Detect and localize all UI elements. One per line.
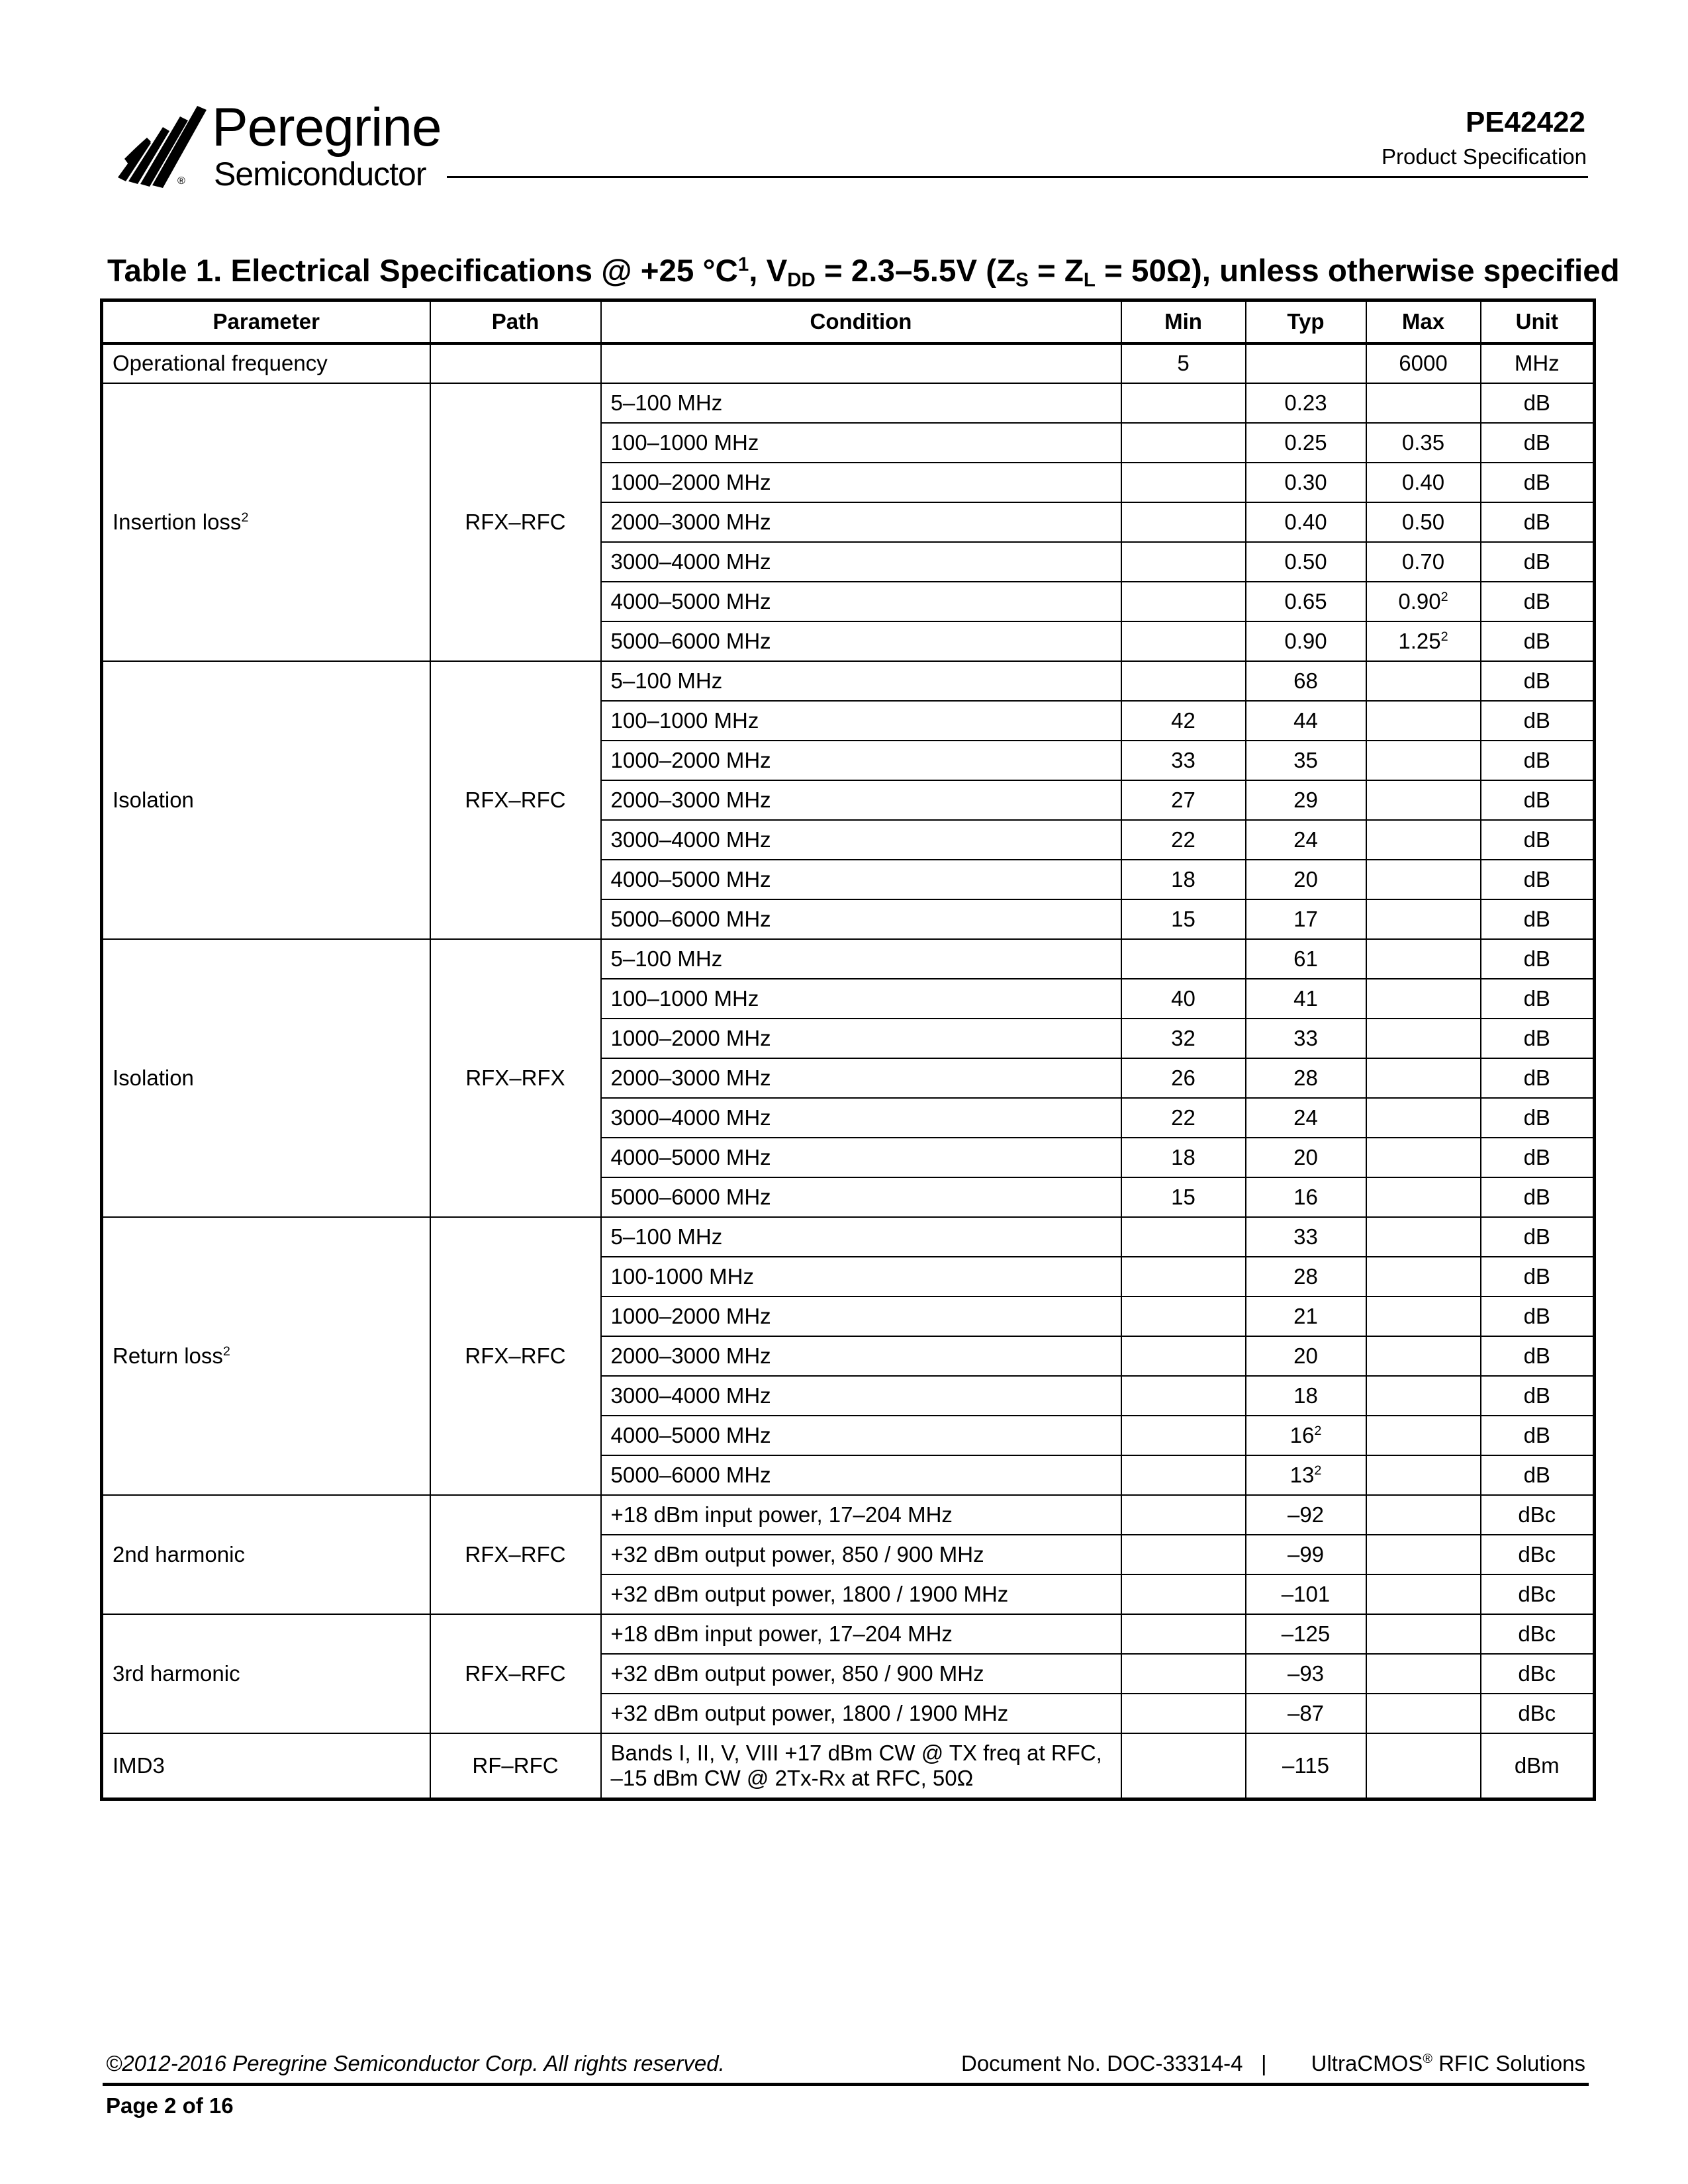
table-row (102, 939, 1595, 979)
footer-separator: | (1261, 2051, 1267, 2075)
footnote-ref: 2 (1314, 1463, 1322, 1478)
typ-cell: –93 (1246, 1654, 1366, 1694)
footer-product-line: UltraCMOS® RFIC Solutions (1311, 2051, 1585, 2075)
min-cell: 27 (1121, 780, 1246, 820)
unit-cell: dB (1481, 1217, 1595, 1257)
condition-cell: +32 dBm output power, 850 / 900 MHz (601, 1654, 1121, 1694)
header-min: Min (1121, 300, 1246, 343)
max-cell (1366, 1455, 1481, 1495)
unit-cell: dB (1481, 1336, 1595, 1376)
max-cell: 6000 (1366, 343, 1481, 383)
max-cell (1366, 1138, 1481, 1177)
typ-cell: 0.65 (1246, 582, 1366, 621)
max-cell (1366, 1297, 1481, 1336)
max-cell: 0.70 (1366, 542, 1481, 582)
unit-cell: dBc (1481, 1535, 1595, 1574)
max-cell (1366, 1019, 1481, 1058)
max-cell (1366, 1217, 1481, 1257)
typ-cell: 0.25 (1246, 423, 1366, 463)
min-cell: 5 (1121, 343, 1246, 383)
electrical-specifications-table (100, 298, 1596, 1801)
min-cell: 22 (1121, 820, 1246, 860)
min-cell (1121, 1257, 1246, 1297)
condition-cell: 100–1000 MHz (601, 423, 1121, 463)
unit-cell: dB (1481, 621, 1595, 661)
condition-cell: 100–1000 MHz (601, 701, 1121, 741)
typ-cell: –99 (1246, 1535, 1366, 1574)
unit-cell: dB (1481, 820, 1595, 860)
max-cell: 0.90$^2$ (1366, 582, 1481, 621)
min-cell: 33 (1121, 741, 1246, 780)
min-cell (1121, 423, 1246, 463)
typ-cell: 17 (1246, 899, 1366, 939)
table-row (102, 1733, 1595, 1799)
min-cell: 22 (1121, 1098, 1246, 1138)
condition-cell: 2000–3000 MHz (601, 780, 1121, 820)
table-row (102, 661, 1595, 701)
condition-cell: +32 dBm output power, 1800 / 1900 MHz (601, 1574, 1121, 1614)
condition-cell: 4000–5000 MHz (601, 1138, 1121, 1177)
parameter-cell: IMD3 (102, 1733, 430, 1799)
unit-cell: dB (1481, 582, 1595, 621)
min-cell (1121, 1495, 1246, 1535)
min-cell (1121, 383, 1246, 423)
condition-cell: 5–100 MHz (601, 383, 1121, 423)
max-cell (1366, 1654, 1481, 1694)
typ-cell: 61 (1246, 939, 1366, 979)
condition-cell: 1000–2000 MHz (601, 1019, 1121, 1058)
document-part-number: PE42422 (1465, 106, 1585, 138)
max-cell (1366, 1058, 1481, 1098)
typ-cell: 24 (1246, 820, 1366, 860)
min-cell (1121, 1535, 1246, 1574)
max-cell (1366, 1376, 1481, 1416)
condition-cell: 1000–2000 MHz (601, 741, 1121, 780)
typ-cell: 20 (1246, 1336, 1366, 1376)
max-cell: 1.25$^2$ (1366, 621, 1481, 661)
logo-name-semiconductor: Semiconductor (214, 156, 426, 193)
min-cell (1121, 1455, 1246, 1495)
table-row (102, 1495, 1595, 1535)
condition-cell: 3000–4000 MHz (601, 820, 1121, 860)
condition-cell: 5000–6000 MHz (601, 1455, 1121, 1495)
header-typ: Typ (1246, 300, 1366, 343)
min-cell: 18 (1121, 860, 1246, 899)
max-cell (1366, 1535, 1481, 1574)
condition-cell: 4000–5000 MHz (601, 1416, 1121, 1455)
unit-cell: dBc (1481, 1614, 1595, 1654)
condition-cell: 100–1000 MHz (601, 979, 1121, 1019)
table-header-row (102, 300, 1595, 343)
unit-cell: dB (1481, 542, 1595, 582)
typ-cell: 20 (1246, 860, 1366, 899)
typ-cell: 16$^2$ (1246, 1416, 1366, 1455)
condition-cell: 2000–3000 MHz (601, 1336, 1121, 1376)
header-parameter: Parameter (102, 300, 430, 343)
condition-cell: 2000–3000 MHz (601, 502, 1121, 542)
condition-cell: +32 dBm output power, 1800 / 1900 MHz (601, 1694, 1121, 1733)
max-cell (1366, 939, 1481, 979)
path-cell: RFX–RFC (430, 383, 601, 661)
header-condition: Condition (601, 300, 1121, 343)
max-cell (1366, 1614, 1481, 1654)
condition-cell: 4000–5000 MHz (601, 582, 1121, 621)
typ-cell: 18 (1246, 1376, 1366, 1416)
document-subtitle: Product Specification (1381, 144, 1587, 169)
peregrine-logo-icon (111, 99, 211, 189)
min-cell: 15 (1121, 1177, 1246, 1217)
typ-cell: –115 (1246, 1733, 1366, 1799)
parameter-cell: 2nd harmonic (102, 1495, 430, 1614)
condition-cell: 100-1000 MHz (601, 1257, 1121, 1297)
typ-cell: 35 (1246, 741, 1366, 780)
company-logo (111, 97, 442, 193)
min-cell: 15 (1121, 899, 1246, 939)
min-cell: 26 (1121, 1058, 1246, 1098)
max-cell (1366, 1177, 1481, 1217)
unit-cell: dB (1481, 463, 1595, 502)
condition-cell: Bands I, II, V, VIII +17 dBm CW @ TX freq at RFC, –15 dBm CW @ 2Tx-Rx at RFC, 50Ω (601, 1733, 1121, 1799)
condition-cell: +18 dBm input power, 17–204 MHz (601, 1614, 1121, 1654)
condition-cell: 5–100 MHz (601, 661, 1121, 701)
table-title: Table 1. Electrical Specifications @ +25 $^\circ C^1$, $V_{DD} = 2.3-5.5V$ $(Z_S = Z_L = 50\Omega)$, unless otherwise specified (107, 253, 1620, 291)
min-cell (1121, 1654, 1246, 1694)
typ-cell: 28 (1246, 1058, 1366, 1098)
registered-mark: ® (177, 175, 185, 187)
max-cell (1366, 860, 1481, 899)
unit-cell: dB (1481, 383, 1595, 423)
path-cell: RFX–RFX (430, 939, 601, 1217)
typ-cell: –101 (1246, 1574, 1366, 1614)
condition-cell: 5000–6000 MHz (601, 899, 1121, 939)
typ-cell: 13$^2$ (1246, 1455, 1366, 1495)
min-cell (1121, 1336, 1246, 1376)
max-cell (1366, 1416, 1481, 1455)
typ-cell: 0.50 (1246, 542, 1366, 582)
min-cell (1121, 621, 1246, 661)
condition-cell: 3000–4000 MHz (601, 1376, 1121, 1416)
min-cell (1121, 542, 1246, 582)
page-number: Page 2 of 16 (106, 2093, 234, 2118)
min-cell (1121, 582, 1246, 621)
unit-cell: dB (1481, 1138, 1595, 1177)
max-cell (1366, 780, 1481, 820)
max-cell: 0.50 (1366, 502, 1481, 542)
footnote-ref: 2 (222, 1343, 230, 1359)
min-cell (1121, 1217, 1246, 1257)
path-cell: RFX–RFC (430, 661, 601, 939)
typ-cell: 0.40 (1246, 502, 1366, 542)
typ-cell: –92 (1246, 1495, 1366, 1535)
min-cell (1121, 939, 1246, 979)
footnote-ref: 2 (241, 510, 249, 525)
min-cell (1121, 1297, 1246, 1336)
min-cell (1121, 502, 1246, 542)
unit-cell: dB (1481, 661, 1595, 701)
parameter-cell: Isolation (102, 939, 430, 1217)
condition-cell: 5–100 MHz (601, 939, 1121, 979)
path-cell: RFX–RFC (430, 1217, 601, 1495)
parameter-cell: Isolation (102, 661, 430, 939)
max-cell (1366, 899, 1481, 939)
condition-cell: +18 dBm input power, 17–204 MHz (601, 1495, 1121, 1535)
footnote-ref: 2 (1440, 629, 1448, 644)
header-unit: Unit (1481, 300, 1595, 343)
max-cell (1366, 1733, 1481, 1799)
min-cell: 40 (1121, 979, 1246, 1019)
table-row (102, 1217, 1595, 1257)
parameter-cell: Insertion loss$^2$ (102, 383, 430, 661)
table-body (102, 343, 1595, 1799)
unit-cell: dB (1481, 741, 1595, 780)
min-cell (1121, 1574, 1246, 1614)
unit-cell: dB (1481, 1257, 1595, 1297)
max-cell (1366, 1336, 1481, 1376)
path-cell: RFX–RFC (430, 1614, 601, 1733)
condition-cell: 2000–3000 MHz (601, 1058, 1121, 1098)
unit-cell: dB (1481, 939, 1595, 979)
unit-cell: dBc (1481, 1495, 1595, 1535)
min-cell: 42 (1121, 701, 1246, 741)
max-cell (1366, 1098, 1481, 1138)
typ-cell: 20 (1246, 1138, 1366, 1177)
condition-cell: 3000–4000 MHz (601, 1098, 1121, 1138)
typ-cell: 21 (1246, 1297, 1366, 1336)
logo-name-peregrine: Peregrine (212, 97, 442, 158)
condition-cell: 1000–2000 MHz (601, 1297, 1121, 1336)
footnote-ref: 2 (1314, 1423, 1322, 1438)
typ-cell: 41 (1246, 979, 1366, 1019)
path-cell: RF–RFC (430, 1733, 601, 1799)
table-row (102, 383, 1595, 423)
typ-cell: 28 (1246, 1257, 1366, 1297)
min-cell: 18 (1121, 1138, 1246, 1177)
header-divider (447, 176, 1588, 178)
min-cell (1121, 1694, 1246, 1733)
typ-cell: 68 (1246, 661, 1366, 701)
condition-cell: 5–100 MHz (601, 1217, 1121, 1257)
condition-cell: 5000–6000 MHz (601, 621, 1121, 661)
unit-cell: dB (1481, 860, 1595, 899)
unit-cell: dBc (1481, 1574, 1595, 1614)
unit-cell: dBm (1481, 1733, 1595, 1799)
typ-cell: 44 (1246, 701, 1366, 741)
max-cell (1366, 701, 1481, 741)
max-cell (1366, 979, 1481, 1019)
condition-cell: 1000–2000 MHz (601, 463, 1121, 502)
typ-cell: 0.23 (1246, 383, 1366, 423)
condition-cell: 3000–4000 MHz (601, 542, 1121, 582)
condition-cell (601, 343, 1121, 383)
footer-document-number: Document No. DOC-33314-4 (961, 2051, 1243, 2075)
min-cell (1121, 1416, 1246, 1455)
min-cell (1121, 661, 1246, 701)
unit-cell: dB (1481, 502, 1595, 542)
unit-cell: dB (1481, 1177, 1595, 1217)
path-cell: RFX–RFC (430, 1495, 601, 1614)
max-cell (1366, 741, 1481, 780)
max-cell (1366, 383, 1481, 423)
max-cell (1366, 661, 1481, 701)
table-row (102, 1614, 1595, 1654)
min-cell (1121, 463, 1246, 502)
typ-cell: –87 (1246, 1694, 1366, 1733)
max-cell: 0.40 (1366, 463, 1481, 502)
max-cell (1366, 1574, 1481, 1614)
min-cell (1121, 1733, 1246, 1799)
typ-cell: 29 (1246, 780, 1366, 820)
unit-cell: dB (1481, 780, 1595, 820)
condition-cell: +32 dBm output power, 850 / 900 MHz (601, 1535, 1121, 1574)
typ-cell: 0.90 (1246, 621, 1366, 661)
typ-cell: 33 (1246, 1217, 1366, 1257)
unit-cell: dB (1481, 1019, 1595, 1058)
header-max: Max (1366, 300, 1481, 343)
unit-cell: dB (1481, 1098, 1595, 1138)
unit-cell: dB (1481, 423, 1595, 463)
unit-cell: dB (1481, 1455, 1595, 1495)
unit-cell: dB (1481, 701, 1595, 741)
condition-cell: 5000–6000 MHz (601, 1177, 1121, 1217)
unit-cell: dB (1481, 1416, 1595, 1455)
unit-cell: dB (1481, 979, 1595, 1019)
max-cell (1366, 820, 1481, 860)
footer-divider (103, 2083, 1589, 2086)
max-cell: 0.35 (1366, 423, 1481, 463)
min-cell (1121, 1376, 1246, 1416)
typ-cell: 24 (1246, 1098, 1366, 1138)
footer-copyright: ©2012-2016 Peregrine Semiconductor Corp. All rights reserved. (106, 2051, 725, 2075)
path-cell (430, 343, 601, 383)
min-cell (1121, 1614, 1246, 1654)
unit-cell: dB (1481, 1376, 1595, 1416)
typ-cell: 0.30 (1246, 463, 1366, 502)
parameter-cell: Operational frequency (102, 343, 430, 383)
condition-cell: 4000–5000 MHz (601, 860, 1121, 899)
unit-cell: dB (1481, 899, 1595, 939)
typ-cell: –125 (1246, 1614, 1366, 1654)
footnote-ref: 2 (1440, 589, 1448, 604)
max-cell (1366, 1257, 1481, 1297)
max-cell (1366, 1694, 1481, 1733)
unit-cell: MHz (1481, 343, 1595, 383)
typ-cell: 33 (1246, 1019, 1366, 1058)
min-cell: 32 (1121, 1019, 1246, 1058)
typ-cell: 16 (1246, 1177, 1366, 1217)
unit-cell: dBc (1481, 1694, 1595, 1733)
table-row (102, 343, 1595, 383)
header-path: Path (430, 300, 601, 343)
parameter-cell: 3rd harmonic (102, 1614, 430, 1733)
parameter-cell: Return loss$^2$ (102, 1217, 430, 1495)
unit-cell: dB (1481, 1297, 1595, 1336)
typ-cell (1246, 343, 1366, 383)
max-cell (1366, 1495, 1481, 1535)
unit-cell: dB (1481, 1058, 1595, 1098)
unit-cell: dBc (1481, 1654, 1595, 1694)
